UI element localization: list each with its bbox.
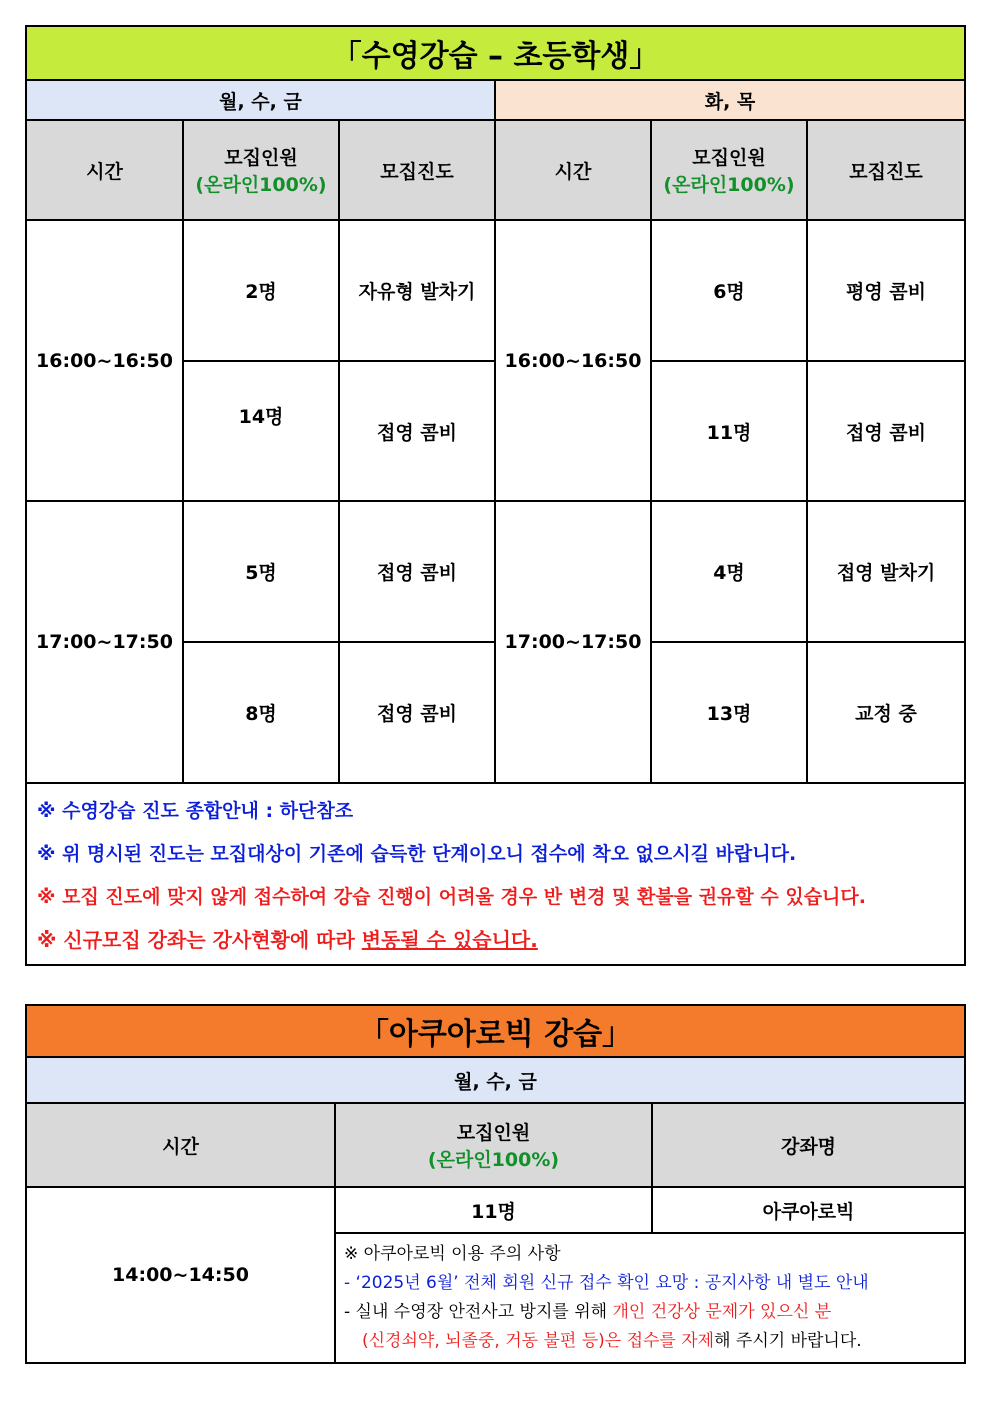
aqua-course: 아쿠아로빅 <box>652 1187 965 1233</box>
right-slot1-level-2: 접영 콤비 <box>807 361 965 501</box>
swim-note-4-underlined: 변동될 수 있습니다. <box>361 928 538 952</box>
aqua-header-course: 강좌명 <box>652 1103 965 1187</box>
right-slot2-count-1: 4명 <box>651 501 807 642</box>
left-slot2-level-1: 접영 콤비 <box>339 501 495 642</box>
aqua-note-3-highlight: 개인 건강상 문제가 있으신 분 <box>612 1302 832 1322</box>
aqua-title: 「아쿠아로빅 강습」 <box>26 1005 965 1057</box>
header-capacity <box>651 120 807 220</box>
aqua-count: 11명 <box>335 1187 652 1233</box>
aqua-header-online-label: (온라인100%) <box>427 1149 560 1171</box>
aqua-header-capacity <box>335 1103 652 1187</box>
right-slot1-count-1: 6명 <box>651 220 807 361</box>
aqua-note-3 <box>344 1298 958 1327</box>
left-slot1-count-2 <box>183 361 339 501</box>
header-online-label: (온라인100%) <box>663 174 795 196</box>
left-slot1-level-1: 자유형 발차기 <box>339 220 495 361</box>
right-slot2-level-2: 교정 중 <box>807 642 965 783</box>
swim-note-2: ※ 위 명시된 진도는 모집대상이 기존에 습득한 단계이오니 접수에 착오 없으시길 바랍니다. <box>37 843 797 865</box>
header-capacity <box>183 120 339 220</box>
aqua-note-2: - ‘2025년 6월’ 전체 회원 신규 접수 확인 요망 : 공지사항 내 별도 안내 <box>344 1273 869 1293</box>
header-time: 시간 <box>26 120 183 220</box>
aqua-note-4-text: 해 주시기 바랍니다. <box>714 1331 862 1351</box>
left-slot2-level-2: 접영 콤비 <box>339 642 495 783</box>
aqua-note-4-highlight: (신경쇠약, 뇌졸중, 거동 불편 등)은 접수를 자제 <box>362 1331 715 1351</box>
left-slot1-time: 16:00~16:50 <box>26 220 183 501</box>
aqua-notes <box>335 1233 965 1363</box>
right-slot2-time: 17:00~17:50 <box>495 501 651 783</box>
left-slot2-count-2: 8명 <box>183 642 339 783</box>
right-slot1-level-1: 평영 콤비 <box>807 220 965 361</box>
right-slot2-level-1: 접영 발차기 <box>807 501 965 642</box>
aqua-note-4 <box>344 1327 958 1356</box>
swim-notes <box>26 783 965 965</box>
aqua-header-capacity-label: 모집인원 <box>456 1122 531 1144</box>
aqua-days: 월, 수, 금 <box>26 1057 965 1103</box>
aqua-header-time: 시간 <box>26 1103 335 1187</box>
left-slot1-count-2-text: 14명 <box>238 405 284 428</box>
aqua-time: 14:00~14:50 <box>26 1187 335 1363</box>
aqua-note-1: ※ 아쿠아로빅 이용 주의 사항 <box>344 1244 561 1264</box>
swim-note-4 <box>37 919 954 962</box>
header-online-label: (온라인100%) <box>195 174 327 196</box>
left-slot1-level-2: 접영 콤비 <box>339 361 495 501</box>
left-slot2-count-1: 5명 <box>183 501 339 642</box>
swim-note-4-text: ※ 신규모집 강좌는 강사현황에 따라 <box>37 928 362 952</box>
swim-schedule-table <box>25 25 966 966</box>
header-capacity-label: 모집인원 <box>692 147 766 169</box>
swim-days-right: 화, 목 <box>495 80 965 120</box>
right-slot2-count-2: 13명 <box>651 642 807 783</box>
aqua-note-3-text: - 실내 수영장 안전사고 방지를 위해 <box>344 1302 613 1322</box>
left-slot1-count-1: 2명 <box>183 220 339 361</box>
header-capacity-label: 모집인원 <box>224 147 298 169</box>
header-level: 모집진도 <box>807 120 965 220</box>
swim-days-left: 월, 수, 금 <box>26 80 495 120</box>
right-slot1-count-2: 11명 <box>651 361 807 501</box>
swim-title: 「수영강습 – 초등학생」 <box>26 26 965 80</box>
header-time: 시간 <box>495 120 651 220</box>
swim-note-1: ※ 수영강습 진도 종합안내 : 하단참조 <box>37 800 354 822</box>
swim-note-3: ※ 모집 진도에 맞지 않게 접수하여 강습 진행이 어려울 경우 반 변경 및 환불을 권유할 수 있습니다. <box>37 886 866 908</box>
header-level: 모집진도 <box>339 120 495 220</box>
right-slot1-time: 16:00~16:50 <box>495 220 651 501</box>
aqua-schedule-table <box>25 1004 966 1364</box>
left-slot2-time: 17:00~17:50 <box>26 501 183 783</box>
